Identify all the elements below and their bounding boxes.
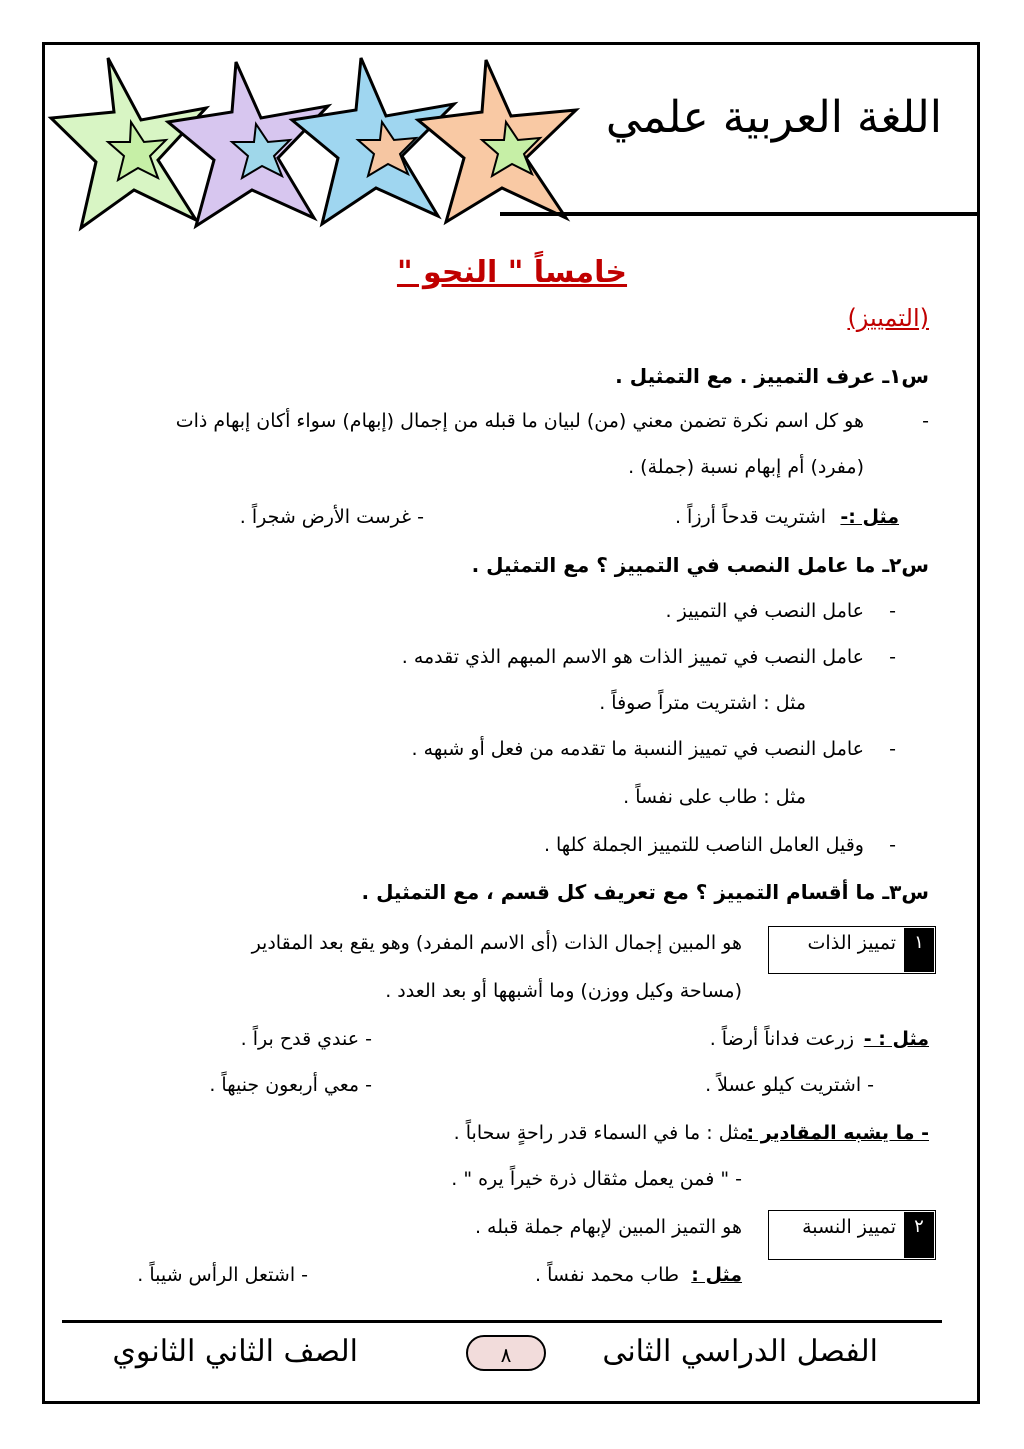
type1-def-line1: هو المبين إجمال الذات (أى الاسم المفرد) وهو يقع بعد المقادير: [251, 932, 742, 954]
type1-ex2: - عندي قدح براً .: [240, 1028, 372, 1050]
footer-semester: الفصل الدراسي الثانى: [602, 1334, 878, 1369]
q2-bullet-4: -: [889, 834, 896, 856]
q2-question: س٢ـ ما عامل النصب في التمييز ؟ مع التمثيل .: [471, 553, 929, 577]
q2-point4: وقيل العامل الناصب للتمييز الجملة كلها .: [543, 834, 864, 856]
type2-ex1: طاب محمد نفساً .: [535, 1264, 679, 1286]
q1-question: س١ـ عرف التمييز . مع التمثيل .: [615, 364, 929, 388]
q1-bullet: -: [922, 410, 929, 432]
type2-ex2: - اشتعل الرأس شيباً .: [137, 1264, 308, 1286]
q1-answer-line2: (مفرد) أم إبهام نسبة (جملة) .: [628, 456, 864, 478]
type1-def-line2: (مساحة وكيل ووزن) وما أشبهها أو بعد العدد .: [385, 980, 742, 1002]
similar-text: مثل : ما في السماء قدر راحةٍ سحاباً .: [453, 1122, 749, 1144]
similar-label: - ما يشبه المقادير :: [746, 1122, 929, 1144]
type1-example-label: مثل : -: [863, 1028, 929, 1050]
type1-ex1: زرعت فداناً أرضاً .: [709, 1028, 854, 1050]
topic-title: (التمييز): [847, 304, 929, 332]
section-title: خامساً " النحو ": [396, 255, 628, 290]
q2-point3: عامل النصب في تمييز النسبة ما تقدمه من فعل أو شبهه .: [411, 738, 864, 760]
q2-point2-example: مثل : اشتريت متراً صوفاً .: [599, 692, 806, 714]
type2-example-label: مثل :: [691, 1264, 742, 1286]
q2-bullet-1: -: [889, 600, 896, 622]
q2-bullet-2: -: [889, 646, 896, 668]
star-green-icon: [51, 58, 206, 228]
quran-quote: - " فمن يعمل مثقال ذرة خيراً يره " .: [451, 1168, 742, 1190]
star-orange-icon: [418, 60, 576, 222]
q1-example-label: مثل :-: [840, 506, 899, 528]
star-purple-icon: [168, 62, 328, 226]
q1-answer-line1: هو كل اسم نكرة تضمن معني (من) لبيان ما قبله من إجمال (إبهام) سواء أكان إبهام ذات: [175, 410, 864, 432]
q2-point2: عامل النصب في تمييز الذات هو الاسم المبهم الذي تقدمه .: [401, 646, 864, 668]
star-blue-icon: [292, 58, 454, 224]
page-frame: [42, 42, 980, 1404]
q2-bullet-3: -: [889, 738, 896, 760]
q2-point1: عامل النصب في التمييز .: [665, 600, 864, 622]
q2-point3-example: مثل : طاب على نفساً .: [623, 786, 806, 808]
type1-ex3: - اشتريت كيلو عسلاً .: [705, 1074, 874, 1096]
type1-label: تمييز الذات: [807, 932, 896, 954]
type1-number: ١: [904, 928, 934, 972]
header-rule: [500, 212, 977, 216]
q1-example1: اشتريت قدحاً أرزاً .: [674, 506, 826, 528]
type1-ex4: - معي أربعون جنيهاً .: [209, 1074, 372, 1096]
q1-example2: - غرست الأرض شجراً .: [239, 506, 424, 528]
type2-label: تمييز النسبة: [802, 1216, 896, 1238]
brand-title: اللغة العربية علمي: [605, 92, 942, 143]
footer-grade: الصف الثاني الثانوي: [112, 1334, 358, 1369]
type2-number: ٢: [904, 1212, 934, 1258]
q3-question: س٣ـ ما أقسام التمييز ؟ مع تعريف كل قسم ، مع التمثيل .: [361, 880, 929, 904]
type2-def: هو التميز المبين لإبهام جملة قبله .: [474, 1216, 742, 1238]
page-number: ٨: [466, 1335, 546, 1371]
footer-rule: [62, 1320, 942, 1323]
